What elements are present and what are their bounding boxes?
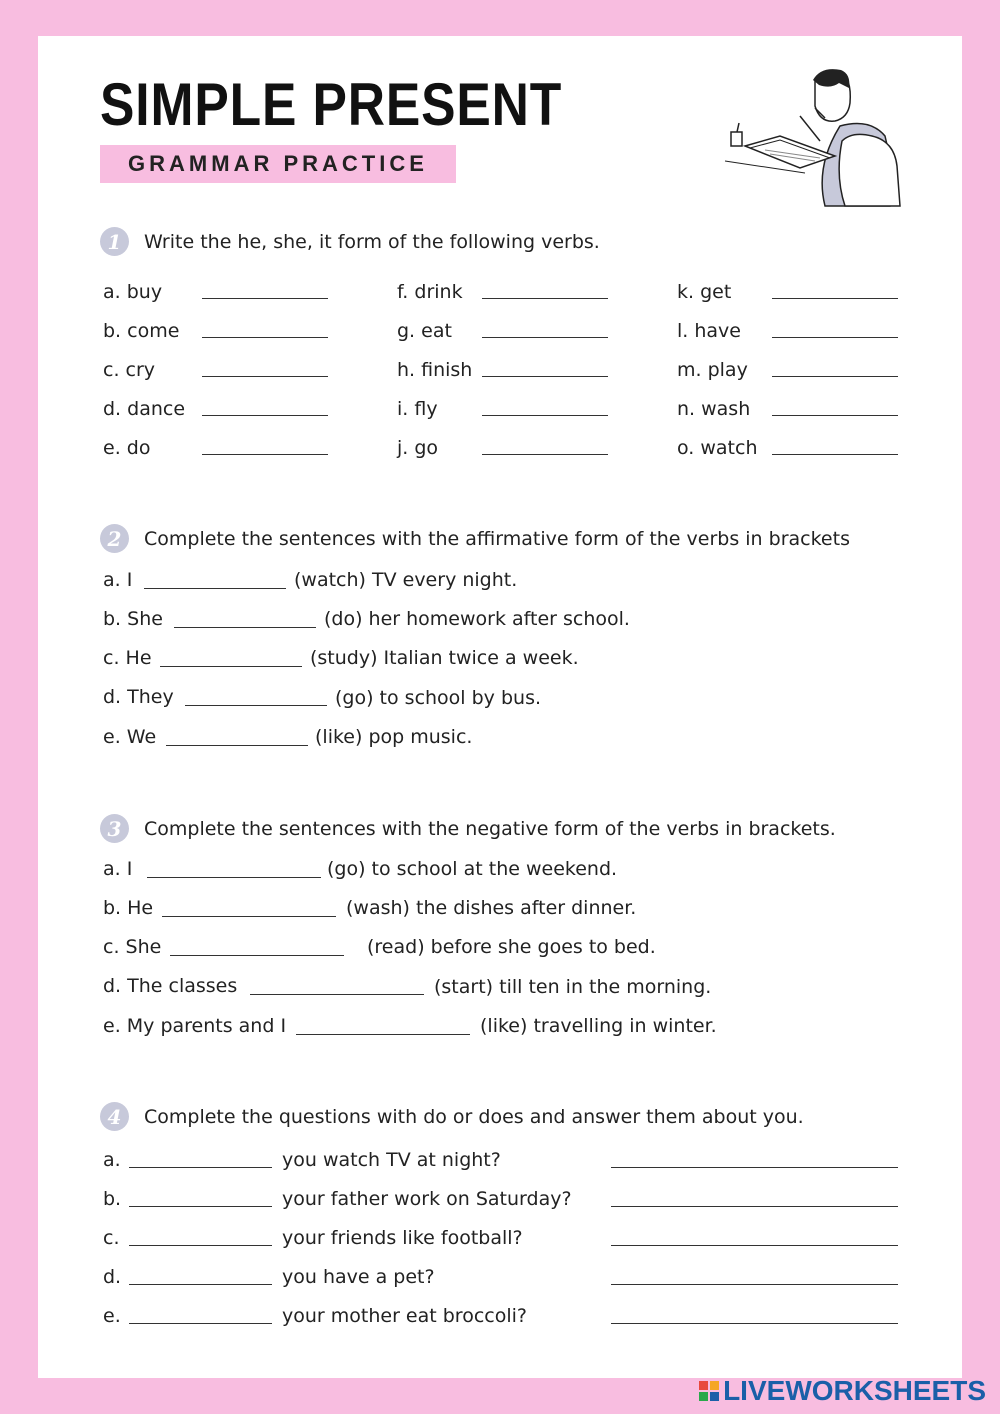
answer-line[interactable]: [166, 745, 308, 746]
answer-line[interactable]: [144, 588, 286, 589]
sentence-end: (do) her homework after school.: [324, 608, 630, 630]
question-letter: b.: [103, 1188, 122, 1210]
sentence-start: a. I: [103, 858, 133, 880]
answer-line[interactable]: [202, 454, 328, 455]
verb-label: f. drink: [397, 281, 463, 303]
answer-line[interactable]: [611, 1167, 898, 1168]
answer-line[interactable]: [174, 627, 316, 628]
answer-line[interactable]: [772, 454, 898, 455]
answer-line[interactable]: [202, 415, 328, 416]
sentence-end: (watch) TV every night.: [294, 569, 518, 591]
answer-line[interactable]: [160, 666, 302, 667]
liveworksheets-logo[interactable]: [699, 1376, 986, 1406]
sentence-end: (go) to school at the weekend.: [327, 858, 618, 880]
question-text: your mother eat broccoli?: [282, 1305, 527, 1327]
sentence-end: (go) to school by bus.: [335, 687, 542, 709]
answer-line[interactable]: [482, 415, 608, 416]
sentence-end: (wash) the dishes after dinner.: [346, 897, 637, 919]
sentence-start: e. My parents and I: [103, 1015, 287, 1037]
question-letter: d.: [103, 1266, 122, 1288]
logo-text: LIVEWORKSHEETS: [723, 1375, 986, 1406]
question-text: you have a pet?: [282, 1266, 435, 1288]
answer-line[interactable]: [129, 1245, 272, 1246]
section-instruction: Complete the sentences with the negative form of the verbs in brackets.: [144, 817, 836, 840]
sentence-start: b. He: [103, 897, 154, 919]
verb-label: j. go: [397, 437, 439, 459]
page-subtitle: GRAMMAR PRACTICE: [128, 151, 428, 176]
verb-label: d. dance: [103, 398, 186, 420]
sentence-end: (start) till ten in the morning.: [434, 976, 712, 998]
section-number-badge: 2: [100, 524, 129, 553]
question-letter: e.: [103, 1305, 121, 1327]
answer-line[interactable]: [772, 415, 898, 416]
verb-label: e. do: [103, 437, 151, 459]
verb-label: h. finish: [397, 359, 473, 381]
liveworksheets-logo-icon: [699, 1381, 719, 1401]
sentence-start: d. They: [103, 686, 174, 708]
sentence-start: e. We: [103, 726, 157, 748]
question-letter: c.: [103, 1227, 120, 1249]
answer-line[interactable]: [162, 916, 336, 917]
verb-label: i. fly: [397, 398, 438, 420]
answer-line[interactable]: [129, 1323, 272, 1324]
answer-line[interactable]: [772, 337, 898, 338]
answer-line[interactable]: [482, 454, 608, 455]
answer-line[interactable]: [202, 298, 328, 299]
verb-label: a. buy: [103, 281, 163, 303]
sentence-start: c. He: [103, 647, 152, 669]
section-4-header: [100, 1102, 804, 1131]
answer-line[interactable]: [482, 337, 608, 338]
verb-label: b. come: [103, 320, 180, 342]
answer-line[interactable]: [185, 705, 327, 706]
verb-label: l. have: [677, 320, 741, 342]
section-number-badge: 4: [100, 1102, 129, 1131]
answer-line[interactable]: [202, 376, 328, 377]
answer-line[interactable]: [202, 337, 328, 338]
sentence-end: (read) before she goes to bed.: [367, 936, 656, 958]
sentence-start: a. I: [103, 569, 133, 591]
answer-line[interactable]: [129, 1206, 272, 1207]
answer-line[interactable]: [611, 1284, 898, 1285]
sentence-start: b. She: [103, 608, 163, 630]
answer-line[interactable]: [296, 1034, 470, 1035]
section-number-badge: 1: [100, 227, 129, 256]
answer-line[interactable]: [482, 376, 608, 377]
section-instruction: Complete the sentences with the affirmative form of the verbs in brackets: [144, 527, 850, 550]
question-letter: a.: [103, 1149, 121, 1171]
answer-line[interactable]: [482, 298, 608, 299]
sentence-end: (study) Italian twice a week.: [310, 647, 579, 669]
answer-line[interactable]: [772, 376, 898, 377]
sentence-start: c. She: [103, 936, 162, 958]
answer-line[interactable]: [611, 1245, 898, 1246]
page-title: SIMPLE PRESENT: [100, 71, 563, 138]
verb-label: g. eat: [397, 320, 452, 342]
verb-label: m. play: [677, 359, 748, 381]
answer-line[interactable]: [147, 877, 321, 878]
section-instruction: Write the he, she, it form of the following verbs.: [144, 230, 600, 253]
sentence-start: d. The classes: [103, 975, 238, 997]
verb-label: n. wash: [677, 398, 751, 420]
question-text: your friends like football?: [282, 1227, 523, 1249]
verb-label: k. get: [677, 281, 732, 303]
student-studying-illustration: [720, 66, 905, 211]
sentence-end: (like) travelling in winter.: [480, 1015, 717, 1037]
answer-line[interactable]: [129, 1284, 272, 1285]
answer-line[interactable]: [611, 1206, 898, 1207]
verb-label: c. cry: [103, 359, 156, 381]
sentence-end: (like) pop music.: [315, 726, 473, 748]
question-text: you watch TV at night?: [282, 1149, 501, 1171]
answer-line[interactable]: [611, 1323, 898, 1324]
subtitle-banner: [100, 145, 456, 183]
section-3-header: [100, 814, 836, 843]
question-text: your father work on Saturday?: [282, 1188, 572, 1210]
section-1-header: [100, 227, 600, 256]
answer-line[interactable]: [129, 1167, 272, 1168]
answer-line[interactable]: [250, 994, 424, 995]
verb-label: o. watch: [677, 437, 758, 459]
section-number-badge: 3: [100, 814, 129, 843]
section-2-header: [100, 524, 850, 553]
answer-line[interactable]: [170, 955, 344, 956]
section-instruction: Complete the questions with do or does and answer them about you.: [144, 1105, 804, 1128]
answer-line[interactable]: [772, 298, 898, 299]
